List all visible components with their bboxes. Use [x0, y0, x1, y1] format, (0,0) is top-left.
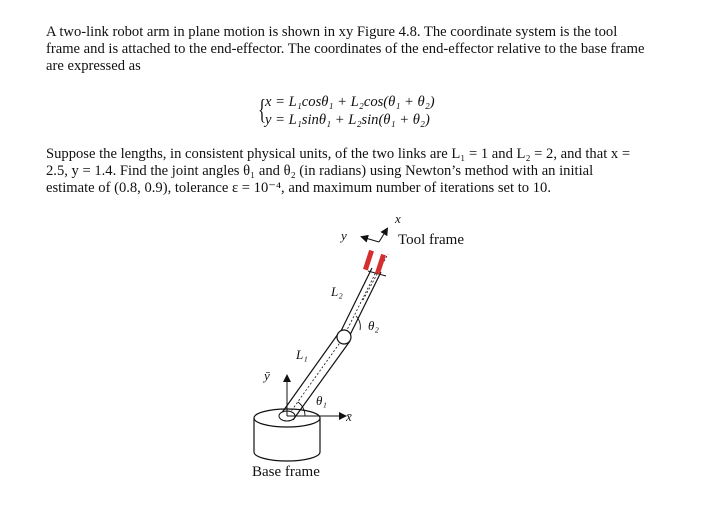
problem-line-1: Suppose the lengths, in consistent physical units, of the two links are L₁ = 1 and L₂ = 2, and that x = — [46, 146, 631, 162]
link-1 — [279, 334, 350, 421]
tool-x-label: x — [395, 211, 401, 226]
link2-label: L₂ — [331, 284, 343, 299]
equation-brace: { — [258, 95, 267, 126]
tool-frame-label: Tool frame — [398, 232, 465, 248]
intro-line-3: are expressed as — [46, 58, 141, 75]
tool-x-axis — [379, 229, 387, 242]
equation-y: y = L₁sinθ₁ + L₂sin(θ₁ + θ₂) — [265, 112, 430, 128]
problem-line-3: estimate of (0.8, 0.9), tolerance ε = 10⁻⁴, and maximum number of iterations set to 10. — [46, 180, 551, 197]
equation-x: x = L₁cosθ₁ + L₂cos(θ₁ + θ₂) — [265, 94, 435, 110]
problem-line-2: 2.5, y = 1.4. Find the joint angles θ₁ and θ₂ (in radians) using Newton’s method with an initial — [46, 163, 594, 180]
theta2-arc — [356, 316, 360, 330]
end-effector-gripper — [363, 250, 386, 276]
tool-y-axis — [362, 237, 379, 242]
theta1-label: θ₁ — [316, 393, 327, 408]
intro-line-1: A two-link robot arm in plane motion is shown in xy Figure 4.8. The coordinate system is the tool — [46, 24, 618, 40]
base-x-label: x̄ — [346, 409, 352, 424]
base-frame-label: Base frame — [252, 464, 320, 480]
link1-label: L₁ — [296, 347, 308, 362]
theta2-label: θ₂ — [368, 318, 379, 333]
base-y-label: ȳ — [264, 368, 270, 383]
tool-y-label: y — [341, 228, 347, 243]
intro-line-2: frame and is attached to the end-effector. The coordinates of the end-effector relative to the base frame — [46, 41, 645, 58]
